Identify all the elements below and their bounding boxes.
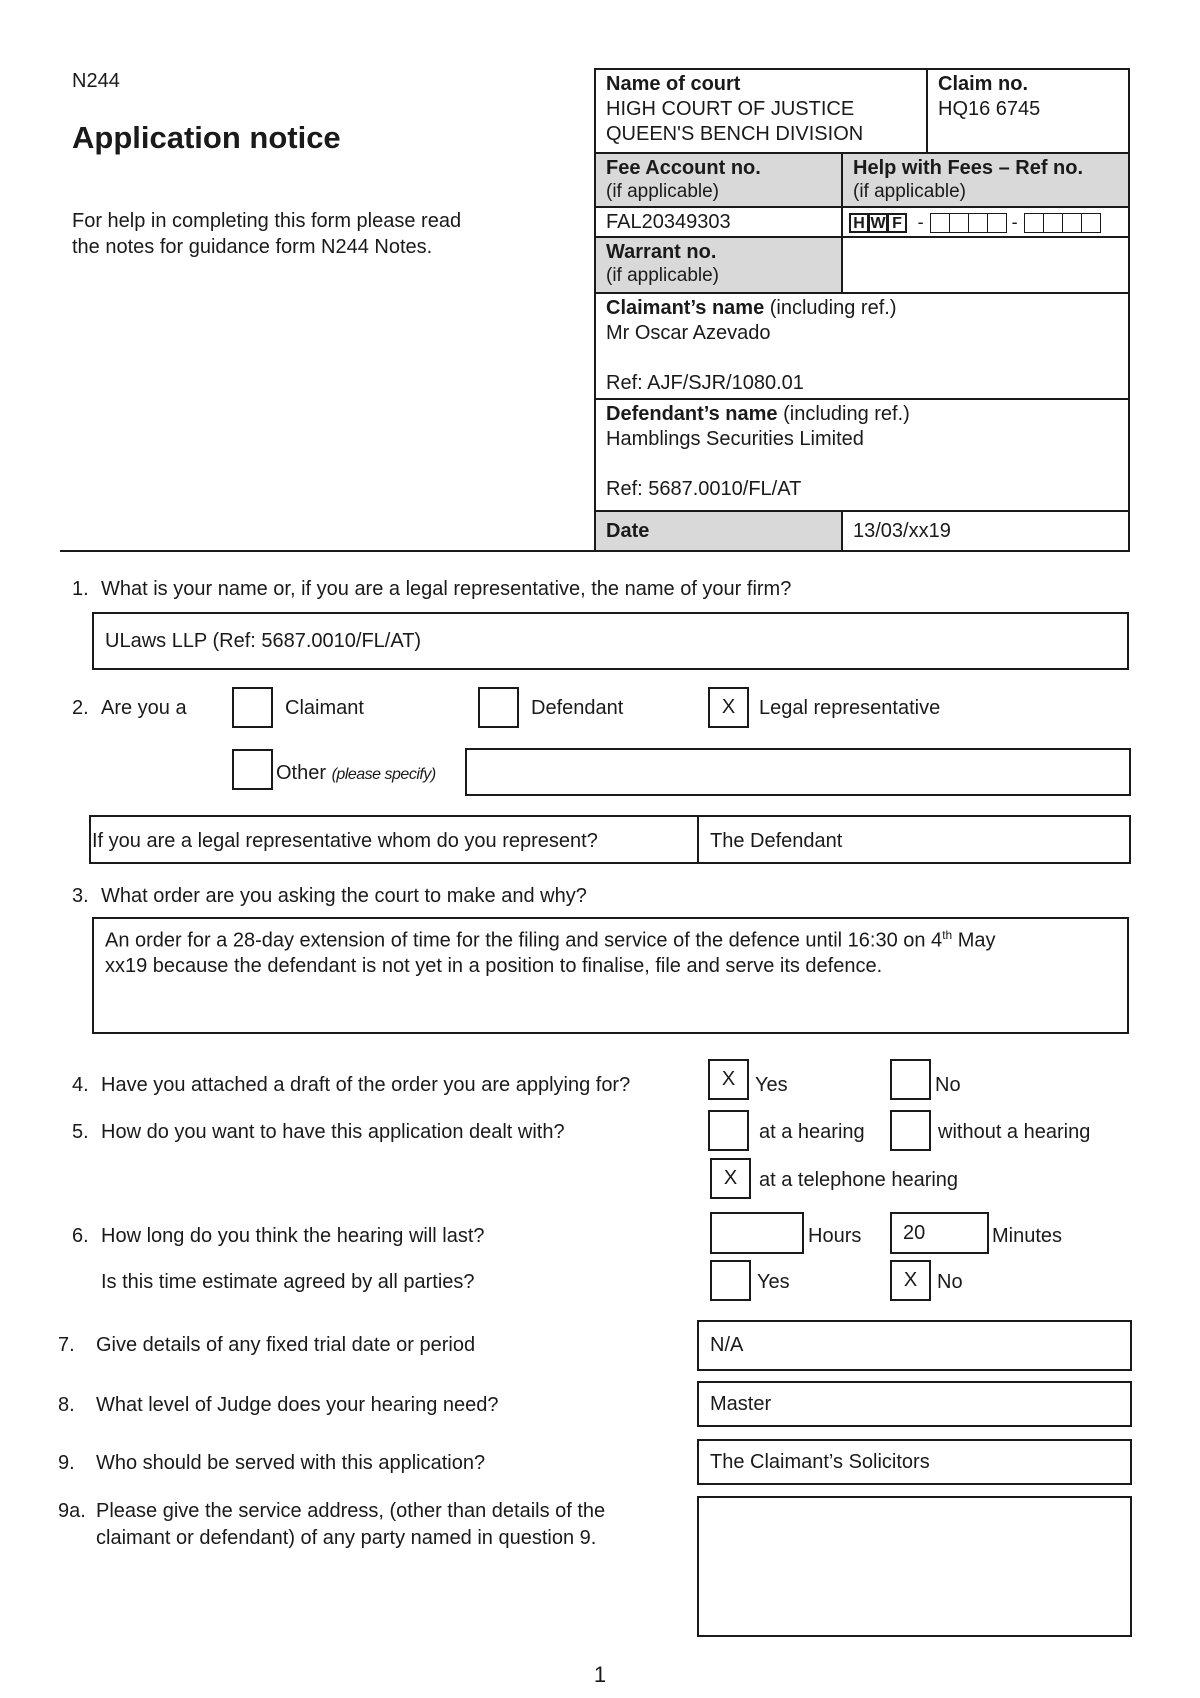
q4-yes-label: Yes xyxy=(755,1074,788,1096)
claim-value[interactable]: HQ16 6745 xyxy=(938,98,1041,120)
q1-text: What is your name or, if you are a legal representative, the name of your firm? xyxy=(101,578,792,600)
minutes-field[interactable] xyxy=(890,1212,989,1254)
defendant-cell xyxy=(596,400,1128,510)
q6-text: How long do you think the hearing will last? xyxy=(101,1225,485,1247)
claimant-option-label: Claimant xyxy=(285,697,364,719)
q9a-line1: Please give the service address, (other than details of the xyxy=(96,1500,606,1522)
q3-answer-sup: th xyxy=(942,928,953,942)
hwf-letter: H xyxy=(849,213,869,233)
q8-answer-field[interactable] xyxy=(697,1381,1132,1427)
without-hearing-checkbox[interactable] xyxy=(890,1110,931,1151)
q8-number: 8. xyxy=(58,1394,75,1416)
q2-text: Are you a xyxy=(101,697,187,719)
hwf-label-cell xyxy=(843,154,1128,206)
defendant-ref[interactable]: Ref: 5687.0010/FL/AT xyxy=(606,478,802,500)
hours-label: Hours xyxy=(808,1225,862,1247)
q8-text: What level of Judge does your hearing need? xyxy=(96,1394,499,1416)
q7-answer-field[interactable] xyxy=(697,1320,1132,1371)
defendant-label: Defendant’s name xyxy=(606,403,778,425)
defendant-label-suffix: (including ref.) xyxy=(777,403,910,425)
fee-label: Fee Account no. xyxy=(606,157,761,179)
q5-text: How do you want to have this application dealt with? xyxy=(101,1121,565,1143)
q9-number: 9. xyxy=(58,1452,75,1474)
other-option-label xyxy=(276,762,436,785)
q6-agreed-text: Is this time estimate agreed by all parties? xyxy=(101,1271,475,1293)
q2-number: 2. xyxy=(72,697,89,719)
warrant-sub: (if applicable) xyxy=(606,265,719,286)
warrant-value[interactable] xyxy=(843,238,1128,293)
represent-row xyxy=(89,815,1131,864)
q8-answer: Master xyxy=(710,1392,772,1415)
q6-number: 6. xyxy=(72,1225,89,1247)
other-hint: (please specify) xyxy=(331,766,436,783)
q3-answer-line2: xx19 because the defendant is not yet in a position to finalise, file and serve its defence. xyxy=(105,954,883,977)
q1-answer: ULaws LLP (Ref: 5687.0010/FL/AT) xyxy=(105,629,422,652)
agreed-no-checkbox[interactable]: X xyxy=(890,1260,931,1301)
q3-text: What order are you asking the court to make and why? xyxy=(101,885,587,907)
hwf-letter: F xyxy=(887,213,907,233)
defendant-option-label: Defendant xyxy=(531,697,624,719)
q4-text: Have you attached a draft of the order you are applying for? xyxy=(101,1074,631,1096)
claim-cell xyxy=(928,70,1128,124)
header-divider xyxy=(60,550,596,552)
q3-answer-part1: An order for a 28-day extension of time for the filing and service of the defence until 16:30 on 4 xyxy=(105,929,943,952)
telephone-hearing-checkbox[interactable]: X xyxy=(710,1158,751,1199)
fee-sub: (if applicable) xyxy=(606,181,719,202)
hwf-dash: - xyxy=(917,212,924,233)
q3-number: 3. xyxy=(72,885,89,907)
help-text-line2: the notes for guidance form N244 Notes. xyxy=(72,236,433,258)
q4-number: 4. xyxy=(72,1074,89,1096)
q3-answer-part2: May xyxy=(952,929,996,952)
q7-number: 7. xyxy=(58,1334,75,1356)
at-hearing-label: at a hearing xyxy=(759,1121,865,1143)
court-line1: HIGH COURT OF JUSTICE xyxy=(606,98,855,120)
q3-answer xyxy=(105,923,996,979)
q3-answer-field[interactable] xyxy=(92,917,1129,1034)
q4-yes-checkbox[interactable]: X xyxy=(708,1059,749,1100)
court-label: Name of court xyxy=(606,73,741,95)
defendant-checkbox[interactable] xyxy=(478,687,519,728)
date-label: Date xyxy=(606,520,650,542)
minutes-label: Minutes xyxy=(992,1225,1063,1247)
q9a-number: 9a. xyxy=(58,1500,86,1522)
q7-text: Give details of any fixed trial date or period xyxy=(96,1334,476,1356)
agreed-yes-label: Yes xyxy=(757,1271,790,1293)
agreed-no-label: No xyxy=(937,1271,963,1293)
hwf-label: Help with Fees – Ref no. xyxy=(853,157,1084,179)
claimant-cell xyxy=(596,294,1128,398)
page-number: 1 xyxy=(593,1662,607,1687)
defendant-name[interactable]: Hamblings Securities Limited xyxy=(606,428,864,450)
hours-field[interactable] xyxy=(710,1212,804,1254)
legal-rep-option-label: Legal representative xyxy=(759,697,941,719)
at-hearing-checkbox[interactable] xyxy=(708,1110,749,1151)
claimant-label: Claimant’s name xyxy=(606,297,765,319)
q9-answer: The Claimant’s Solicitors xyxy=(710,1450,930,1473)
hwf-letter: W xyxy=(868,213,888,233)
form-code: N244 xyxy=(72,70,120,92)
court-cell xyxy=(596,70,926,149)
warrant-label-cell xyxy=(596,238,841,290)
claimant-name[interactable]: Mr Oscar Azevado xyxy=(606,322,771,344)
represent-question: If you are a legal representative whom do you represent? xyxy=(92,830,598,852)
claimant-ref[interactable]: Ref: AJF/SJR/1080.01 xyxy=(606,372,804,394)
legal-rep-checkbox[interactable]: X xyxy=(708,687,749,728)
telephone-hearing-label: at a telephone hearing xyxy=(759,1169,959,1191)
page-title: Application notice xyxy=(72,120,341,155)
minutes-value: 20 xyxy=(903,1221,926,1244)
fee-label-cell xyxy=(596,154,841,206)
header-table xyxy=(594,68,1130,552)
fee-value[interactable]: FAL20349303 xyxy=(606,211,731,233)
date-value[interactable]: 13/03/xx19 xyxy=(853,520,951,542)
help-text-line1: For help in completing this form please read xyxy=(72,210,462,232)
without-hearing-label: without a hearing xyxy=(938,1121,1091,1143)
q9a-line2: claimant or defendant) of any party named in question 9. xyxy=(96,1527,597,1549)
q9a-answer-field[interactable] xyxy=(697,1496,1132,1637)
hwf-ref-boxes[interactable] xyxy=(849,211,1100,235)
hwf-dash: - xyxy=(1011,212,1018,233)
claim-label: Claim no. xyxy=(938,73,1029,95)
q9-text: Who should be served with this application? xyxy=(96,1452,486,1474)
q4-no-checkbox[interactable] xyxy=(890,1059,931,1100)
q1-number: 1. xyxy=(72,578,89,600)
agreed-yes-checkbox[interactable] xyxy=(710,1260,751,1301)
q1-answer-field[interactable] xyxy=(92,612,1129,670)
q9-answer-field[interactable] xyxy=(697,1439,1132,1485)
other-label: Other xyxy=(276,762,327,784)
q7-answer: N/A xyxy=(710,1334,744,1356)
hwf-sub: (if applicable) xyxy=(853,181,966,202)
claimant-label-suffix: (including ref.) xyxy=(764,297,897,319)
q4-no-label: No xyxy=(935,1074,961,1096)
warrant-label: Warrant no. xyxy=(606,241,717,263)
claimant-checkbox[interactable] xyxy=(232,687,273,728)
court-line2: QUEEN'S BENCH DIVISION xyxy=(606,123,864,145)
other-specify-field[interactable] xyxy=(465,748,1131,796)
q5-number: 5. xyxy=(72,1121,89,1143)
other-checkbox[interactable] xyxy=(232,749,273,790)
represent-answer[interactable]: The Defendant xyxy=(710,830,843,852)
